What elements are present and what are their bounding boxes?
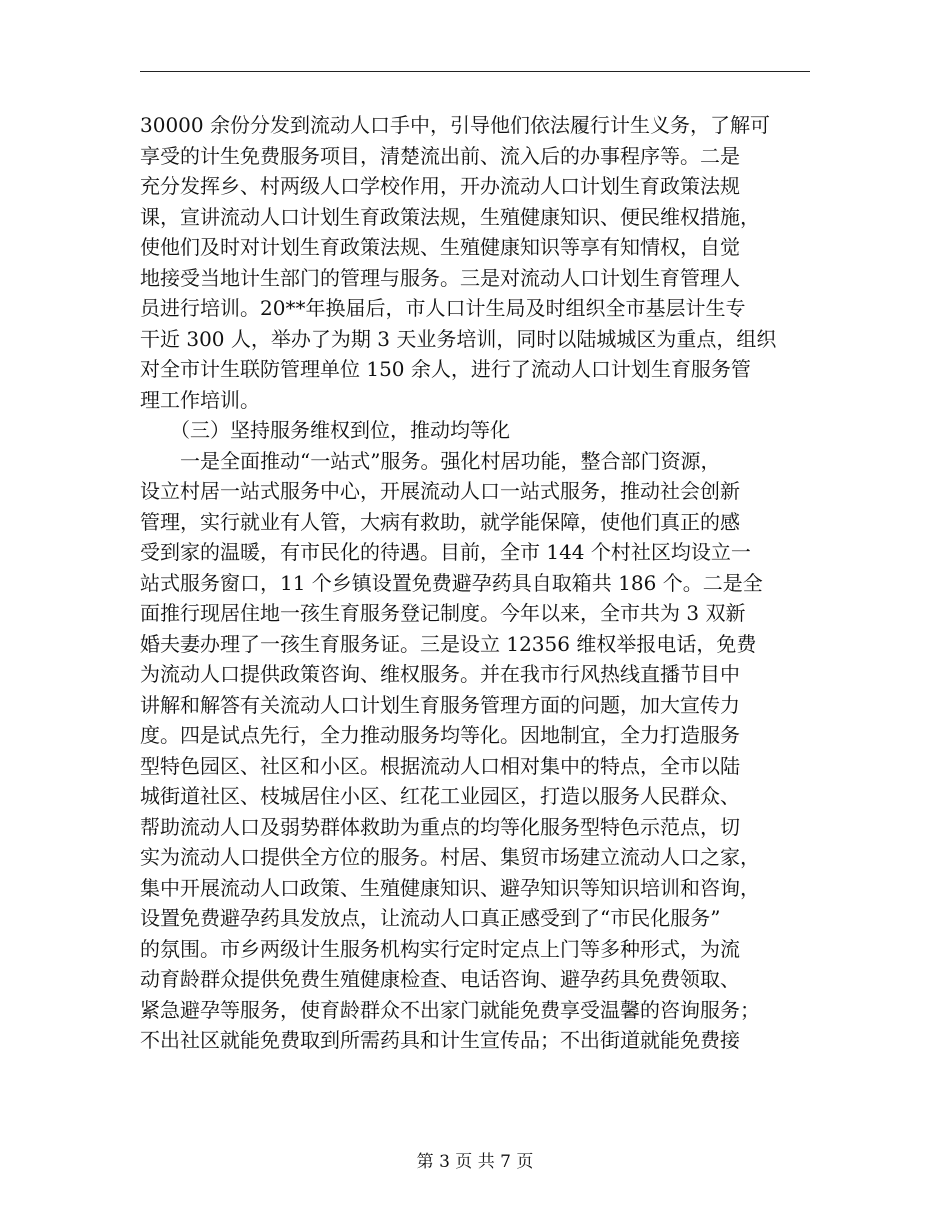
text-line: 理工作培训。 [140,387,260,412]
text-line: 型特色园区、社区和小区。根据流动人口相对集中的特点，全市以陆 [140,753,740,778]
text-line: 对全市计生联防管理单位 150 余人，进行了流动人口计划生育服务管 [140,357,751,381]
text-line: 享受的计生免费服务项目，清楚流出前、流入后的办事程序等。二是 [140,143,740,168]
section-heading: （三）坚持服务维权到位，推动均等化 [140,418,510,442]
text-line: 地接受当地计生部门的管理与服务。三是对流动人口计划生育管理人 [140,265,740,290]
text-line: 使他们及时对计划生育政策法规、生殖健康知识等享有知情权，自觉 [140,235,740,259]
text-line: 30000 余份分发到流动人口手中，引导他们依法履行计生义务，了解可 [140,113,770,137]
text-line: 集中开展流动人口政策、生殖健康知识、避孕知识等知识培训和咨询， [140,875,760,900]
text-line: 设置免费避孕药具发放点，让流动人口真正感受到了“市民化服务” [140,906,721,930]
text-line: 设立村居一站式服务中心，开展流动人口一站式服务，推动社会创新 [140,479,740,503]
text-line: 受到家的温暖，有市民化的待遇。目前，全市 144 个村社区均设立一 [140,540,751,564]
header-rule [140,71,810,72]
text-line: 城街道社区、枝城居住小区、红花工业园区，打造以服务人民群众、 [140,784,740,808]
text-line: 充分发挥乡、村两级人口学校作用，开办流动人口计划生育政策法规 [140,174,740,198]
text-line: 站式服务窗口，11 个乡镇设置免费避孕药具自取箱共 186 个。二是全 [140,570,763,595]
text-line: 动育龄群众提供免费生殖健康检查、电话咨询、避孕药具免费领取、 [140,967,740,991]
text-line: 为流动人口提供政策咨询、维权服务。并在我市行风热线直播节目中 [140,662,740,686]
text-line: 管理，实行就业有人管，大病有救助，就学能保障，使他们真正的感 [140,509,740,534]
text-line: 干近 300 人，举办了为期 3 天业务培训，同时以陆城城区为重点，组织 [140,326,777,351]
text-line: 讲解和解答有关流动人口计划生育服务管理方面的问题，加大宣传力 [140,692,740,717]
text-line: 的氛围。市乡两级计生服务机构实行定时定点上门等多种形式，为流 [140,936,740,961]
text-line: 面推行现居住地一孩生育服务登记制度。今年以来，全市共为 3 双新 [140,601,746,625]
body-text [140,110,810,1056]
text-line: 度。四是试点先行，全力推动服务均等化。因地制宜，全力打造服务 [140,723,740,747]
page-number: 第 3 页 共 7 页 [416,1152,534,1172]
text-line: 紧急避孕等服务，使育龄群众不出家门就能免费享受温馨的咨询服务； [140,997,760,1022]
text-line: 不出社区就能免费取到所需药具和计生宣传品；不出街道就能免费接 [140,1028,740,1052]
text-line: 员进行培训。20**年换届后，市人口计生局及时组织全市基层计生专 [140,296,746,320]
text-line: 实为流动人口提供全方位的服务。村居、集贸市场建立流动人口之家， [140,845,760,869]
text-line: 课，宣讲流动人口计划生育政策法规，生殖健康知识、便民维权措施， [140,204,760,229]
text-line: 一是全面推动“一站式”服务。强化村居功能，整合部门资源， [140,448,721,473]
text-line: 婚夫妻办理了一孩生育服务证。三是设立 12356 维权举报电话，免费 [140,631,757,656]
text-line: 帮助流动人口及弱势群体救助为重点的均等化服务型特色示范点，切 [140,814,740,839]
